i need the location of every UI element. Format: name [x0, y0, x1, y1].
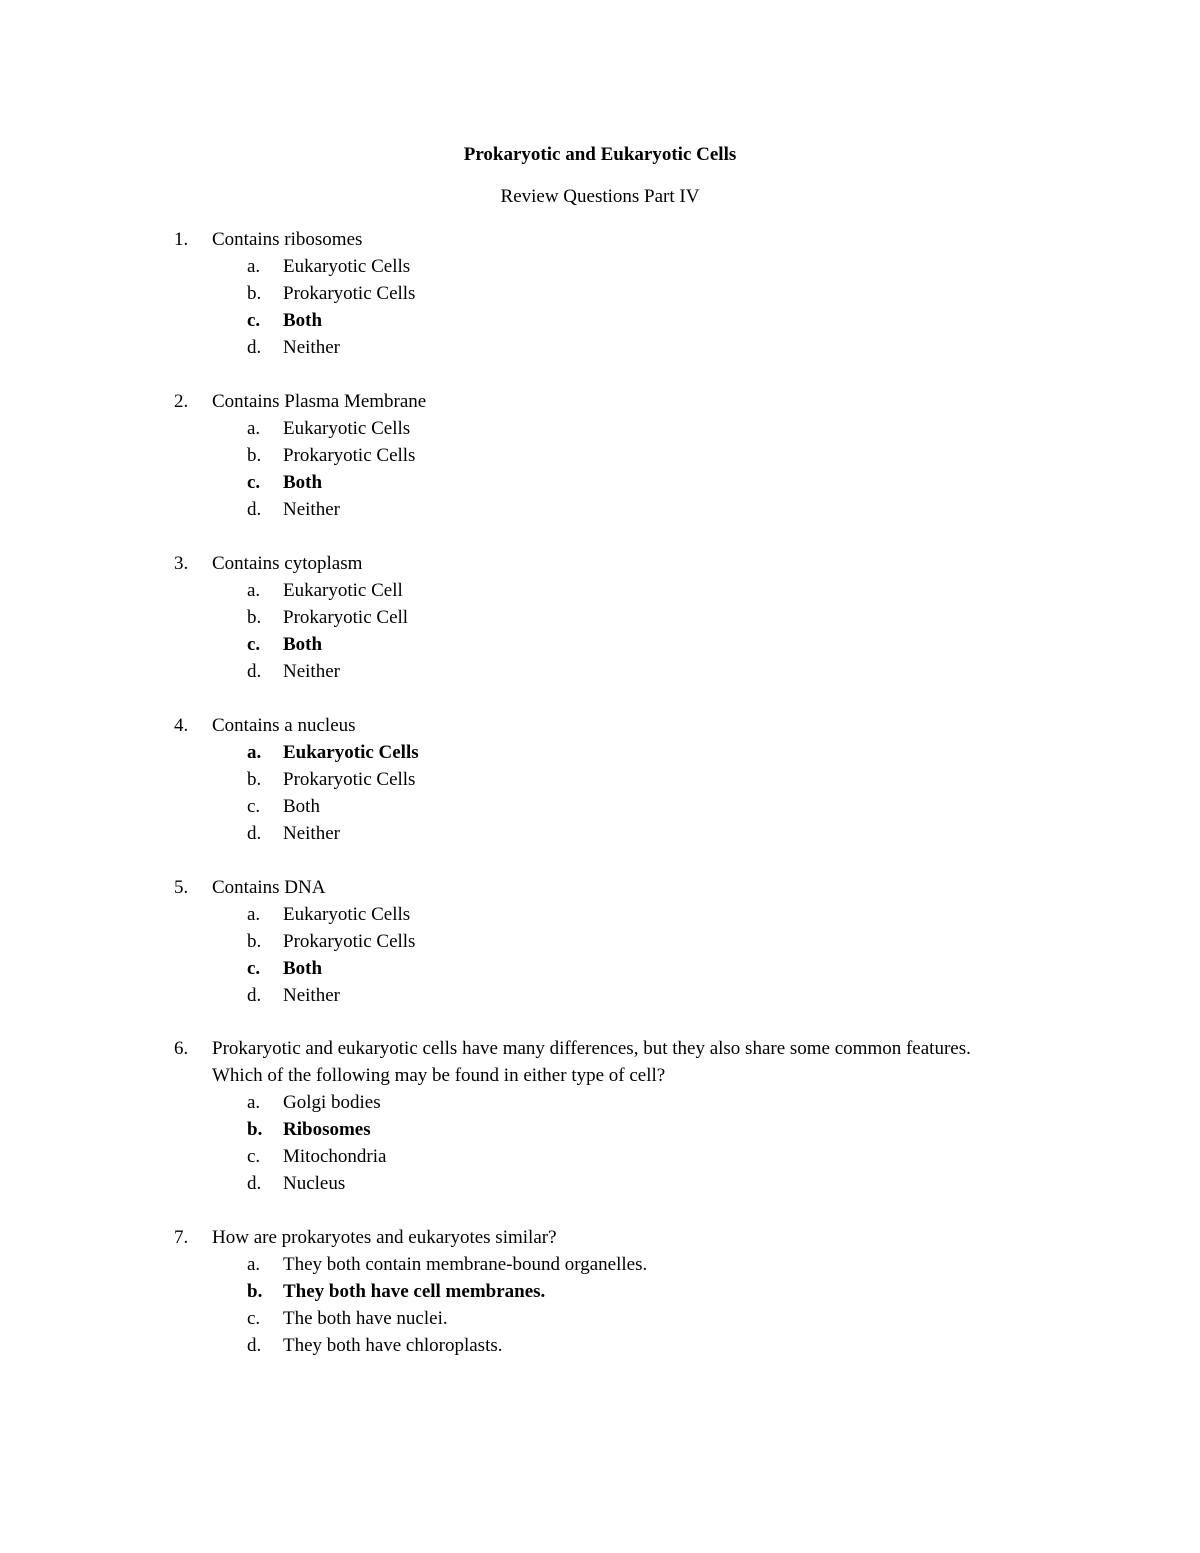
question-stem: [0, 226, 1200, 253]
question-2: [0, 388, 1200, 523]
option-text: Eukaryotic Cells: [283, 418, 411, 439]
answer-option-d: [0, 820, 1200, 847]
question-7: [0, 1224, 1200, 1359]
answer-option-c: [0, 1143, 1200, 1170]
answer-option-b: [0, 766, 1200, 793]
option-text: Both: [283, 634, 323, 655]
question-stem: [0, 550, 1200, 577]
question-1: [0, 226, 1200, 361]
answer-option-c: [0, 1305, 1200, 1332]
option-letter: c.: [247, 472, 261, 493]
option-letter: c.: [247, 796, 261, 817]
question-text: Contains a nucleus: [212, 715, 356, 736]
option-letter: b.: [247, 445, 262, 466]
answer-option-c: [0, 631, 1200, 658]
option-letter: a.: [247, 742, 262, 763]
option-letter: c.: [247, 1146, 261, 1167]
option-letter: a.: [247, 256, 261, 277]
question-number: 4.: [174, 715, 189, 736]
option-letter: b.: [247, 283, 262, 304]
option-text: Both: [283, 958, 323, 979]
answer-option-b: [0, 1278, 1200, 1305]
question-5: [0, 874, 1200, 1009]
answer-option-d: [0, 1170, 1200, 1197]
answer-option-d: [0, 496, 1200, 523]
answer-option-a: [0, 1251, 1200, 1278]
option-letter: a.: [247, 904, 261, 925]
option-text: They both contain membrane-bound organelles.: [283, 1254, 648, 1275]
question-number: 5.: [174, 877, 189, 898]
option-letter: a.: [247, 580, 261, 601]
answer-option-d: [0, 1332, 1200, 1359]
answer-option-a: [0, 415, 1200, 442]
question-stem: [0, 1224, 1200, 1251]
question-number: 7.: [174, 1227, 189, 1248]
option-text: Neither: [283, 661, 340, 682]
question-number: 1.: [174, 229, 189, 250]
answer-option-b: [0, 442, 1200, 469]
answer-option-a: [0, 253, 1200, 280]
option-letter: c.: [247, 310, 261, 331]
option-letter: b.: [247, 769, 262, 790]
option-text: Prokaryotic Cells: [283, 769, 416, 790]
question-number: 3.: [174, 553, 189, 574]
option-letter: a.: [247, 1254, 261, 1275]
answer-option-a: [0, 901, 1200, 928]
question-3: [0, 550, 1200, 685]
option-text: Prokaryotic Cell: [283, 607, 409, 628]
option-text: They both have cell membranes.: [283, 1281, 546, 1302]
question-text: Contains DNA: [212, 877, 326, 898]
option-letter: c.: [247, 634, 261, 655]
option-text: Neither: [283, 499, 340, 520]
option-text: The both have nuclei.: [283, 1308, 448, 1329]
option-letter: a.: [247, 418, 261, 439]
option-text: They both have chloroplasts.: [283, 1335, 503, 1356]
option-text: Prokaryotic Cells: [283, 283, 416, 304]
question-6: [0, 1036, 1200, 1197]
option-letter: b.: [247, 607, 262, 628]
question-text: Prokaryotic and eukaryotic cells have many differences, but they also share some common features. Which of the following may be found in either type of cell?: [212, 1038, 971, 1086]
option-text: Prokaryotic Cells: [283, 931, 416, 952]
answer-option-b: [0, 280, 1200, 307]
option-letter: d.: [247, 1173, 262, 1194]
option-text: Nucleus: [283, 1173, 346, 1194]
option-letter: d.: [247, 823, 262, 844]
question-stem: [0, 874, 1200, 901]
question-text: Contains ribosomes: [212, 229, 363, 250]
answer-option-b: [0, 928, 1200, 955]
answer-option-c: [0, 307, 1200, 334]
option-text: Eukaryotic Cells: [283, 256, 411, 277]
option-letter: b.: [247, 1119, 263, 1140]
option-letter: d.: [247, 337, 262, 358]
option-text: Neither: [283, 985, 340, 1006]
option-letter: b.: [247, 1281, 263, 1302]
question-number: 6.: [174, 1038, 189, 1059]
option-text: Neither: [283, 823, 340, 844]
question-text: Contains cytoplasm: [212, 553, 363, 574]
option-text: Golgi bodies: [283, 1092, 381, 1113]
question-text: Contains Plasma Membrane: [212, 391, 427, 412]
answer-option-d: [0, 982, 1200, 1009]
answer-option-c: [0, 469, 1200, 496]
question-stem: [0, 388, 1200, 415]
question-number: 2.: [174, 391, 189, 412]
option-text: Both: [283, 310, 323, 331]
option-text: Prokaryotic Cells: [283, 445, 416, 466]
option-text: Both: [283, 796, 320, 817]
question-text: How are prokaryotes and eukaryotes similar?: [212, 1227, 557, 1248]
question-4: [0, 712, 1200, 847]
answer-option-c: [0, 955, 1200, 982]
option-letter: b.: [247, 931, 262, 952]
option-letter: d.: [247, 1335, 262, 1356]
answer-option-b: [0, 1116, 1200, 1143]
question-list: [0, 226, 1200, 1386]
answer-option-c: [0, 793, 1200, 820]
question-stem: [0, 712, 1200, 739]
option-letter: c.: [247, 958, 261, 979]
answer-option-d: [0, 658, 1200, 685]
option-text: Neither: [283, 337, 340, 358]
option-text: Eukaryotic Cells: [283, 742, 419, 763]
option-letter: a.: [247, 1092, 261, 1113]
option-text: Mitochondria: [283, 1146, 387, 1167]
document-title: Prokaryotic and Eukaryotic Cells: [463, 144, 737, 165]
document-subtitle: Review Questions Part IV: [500, 186, 700, 207]
option-text: Both: [283, 472, 323, 493]
option-text: Ribosomes: [283, 1119, 371, 1140]
option-letter: d.: [247, 499, 262, 520]
option-letter: c.: [247, 1308, 261, 1329]
answer-option-a: [0, 577, 1200, 604]
option-text: Eukaryotic Cells: [283, 904, 411, 925]
option-letter: d.: [247, 985, 262, 1006]
answer-option-a: [0, 1089, 1200, 1116]
question-stem: [0, 1036, 1200, 1089]
answer-option-d: [0, 334, 1200, 361]
option-letter: d.: [247, 661, 262, 682]
answer-option-b: [0, 604, 1200, 631]
option-text: Eukaryotic Cell: [283, 580, 403, 601]
answer-option-a: [0, 739, 1200, 766]
